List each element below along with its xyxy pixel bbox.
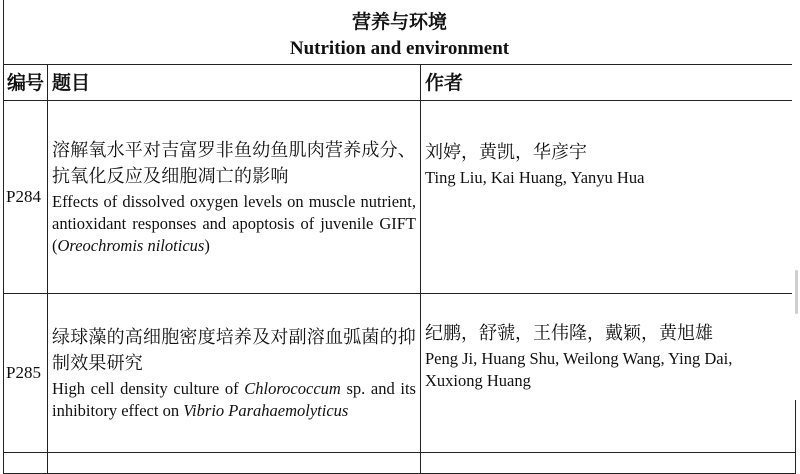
- entry-authors-cell: [421, 101, 796, 294]
- entry-title-en-text-end: ): [204, 235, 210, 255]
- entry-title-cell: [48, 101, 421, 294]
- section-header-cell: [4, 0, 796, 65]
- column-header-title: 题目: [48, 65, 421, 101]
- table-row-partial: [4, 453, 796, 474]
- column-header-authors: 作者: [421, 65, 796, 101]
- entry-title-zh: 溶解氧水平对吉富罗非鱼幼鱼肌肉营养成分、抗氧化反应及细胞凋亡的影响: [52, 139, 416, 187]
- entry-title-en-text: High cell density culture of: [52, 378, 245, 398]
- entry-number: P285: [4, 294, 48, 453]
- entry-title-en-text-mid: sp. and its inhibitory effect on: [52, 378, 416, 420]
- scrollbar[interactable]: [792, 0, 800, 400]
- entry-title-en-text: Effects of dissolved oxygen levels on muscle nutrient, antioxidant responses and apoptosis of juvenile GIFT (: [52, 191, 416, 255]
- entry-authors-zh: 纪鹏，舒虢，王伟隆，戴颖，黄旭雄: [425, 323, 713, 344]
- entry-authors-en: Ting Liu, Kai Huang, Yanyu Hua: [425, 168, 645, 187]
- column-header-number: 编号: [4, 65, 48, 101]
- entry-title-en: [52, 191, 416, 257]
- entry-title-en-genus: Chlorococcum: [244, 378, 341, 398]
- entry-title-en-species: Vibrio Parahaemolyticus: [183, 400, 349, 420]
- table-row: [4, 294, 796, 453]
- entry-number: P284: [4, 101, 48, 294]
- section-title-en: Nutrition and environment: [289, 37, 510, 59]
- table-row: [4, 101, 796, 294]
- entry-authors-zh: 刘婷，黄凯，华彦宇: [425, 142, 587, 163]
- program-table: [3, 0, 796, 474]
- entry-authors-partial: [421, 453, 796, 474]
- entry-title-partial: [48, 453, 421, 474]
- entry-title-en-species: Oreochromis niloticus: [57, 235, 205, 255]
- column-header-row: [4, 65, 796, 101]
- entry-authors-en: Peng Ji, Huang Shu, Weilong Wang, Ying Dai, Xuxiong Huang: [425, 349, 733, 390]
- scrollbar-thumb[interactable]: [795, 270, 798, 314]
- entry-title-zh: 绿球藻的高细胞密度培养及对副溶血弧菌的抑制效果研究: [52, 326, 416, 374]
- entry-number-partial: [4, 453, 48, 474]
- entry-title-cell: [48, 294, 421, 453]
- section-title-zh: 营养与环境: [351, 10, 447, 33]
- section-header-row: [4, 0, 796, 65]
- entry-authors-cell: [421, 294, 796, 453]
